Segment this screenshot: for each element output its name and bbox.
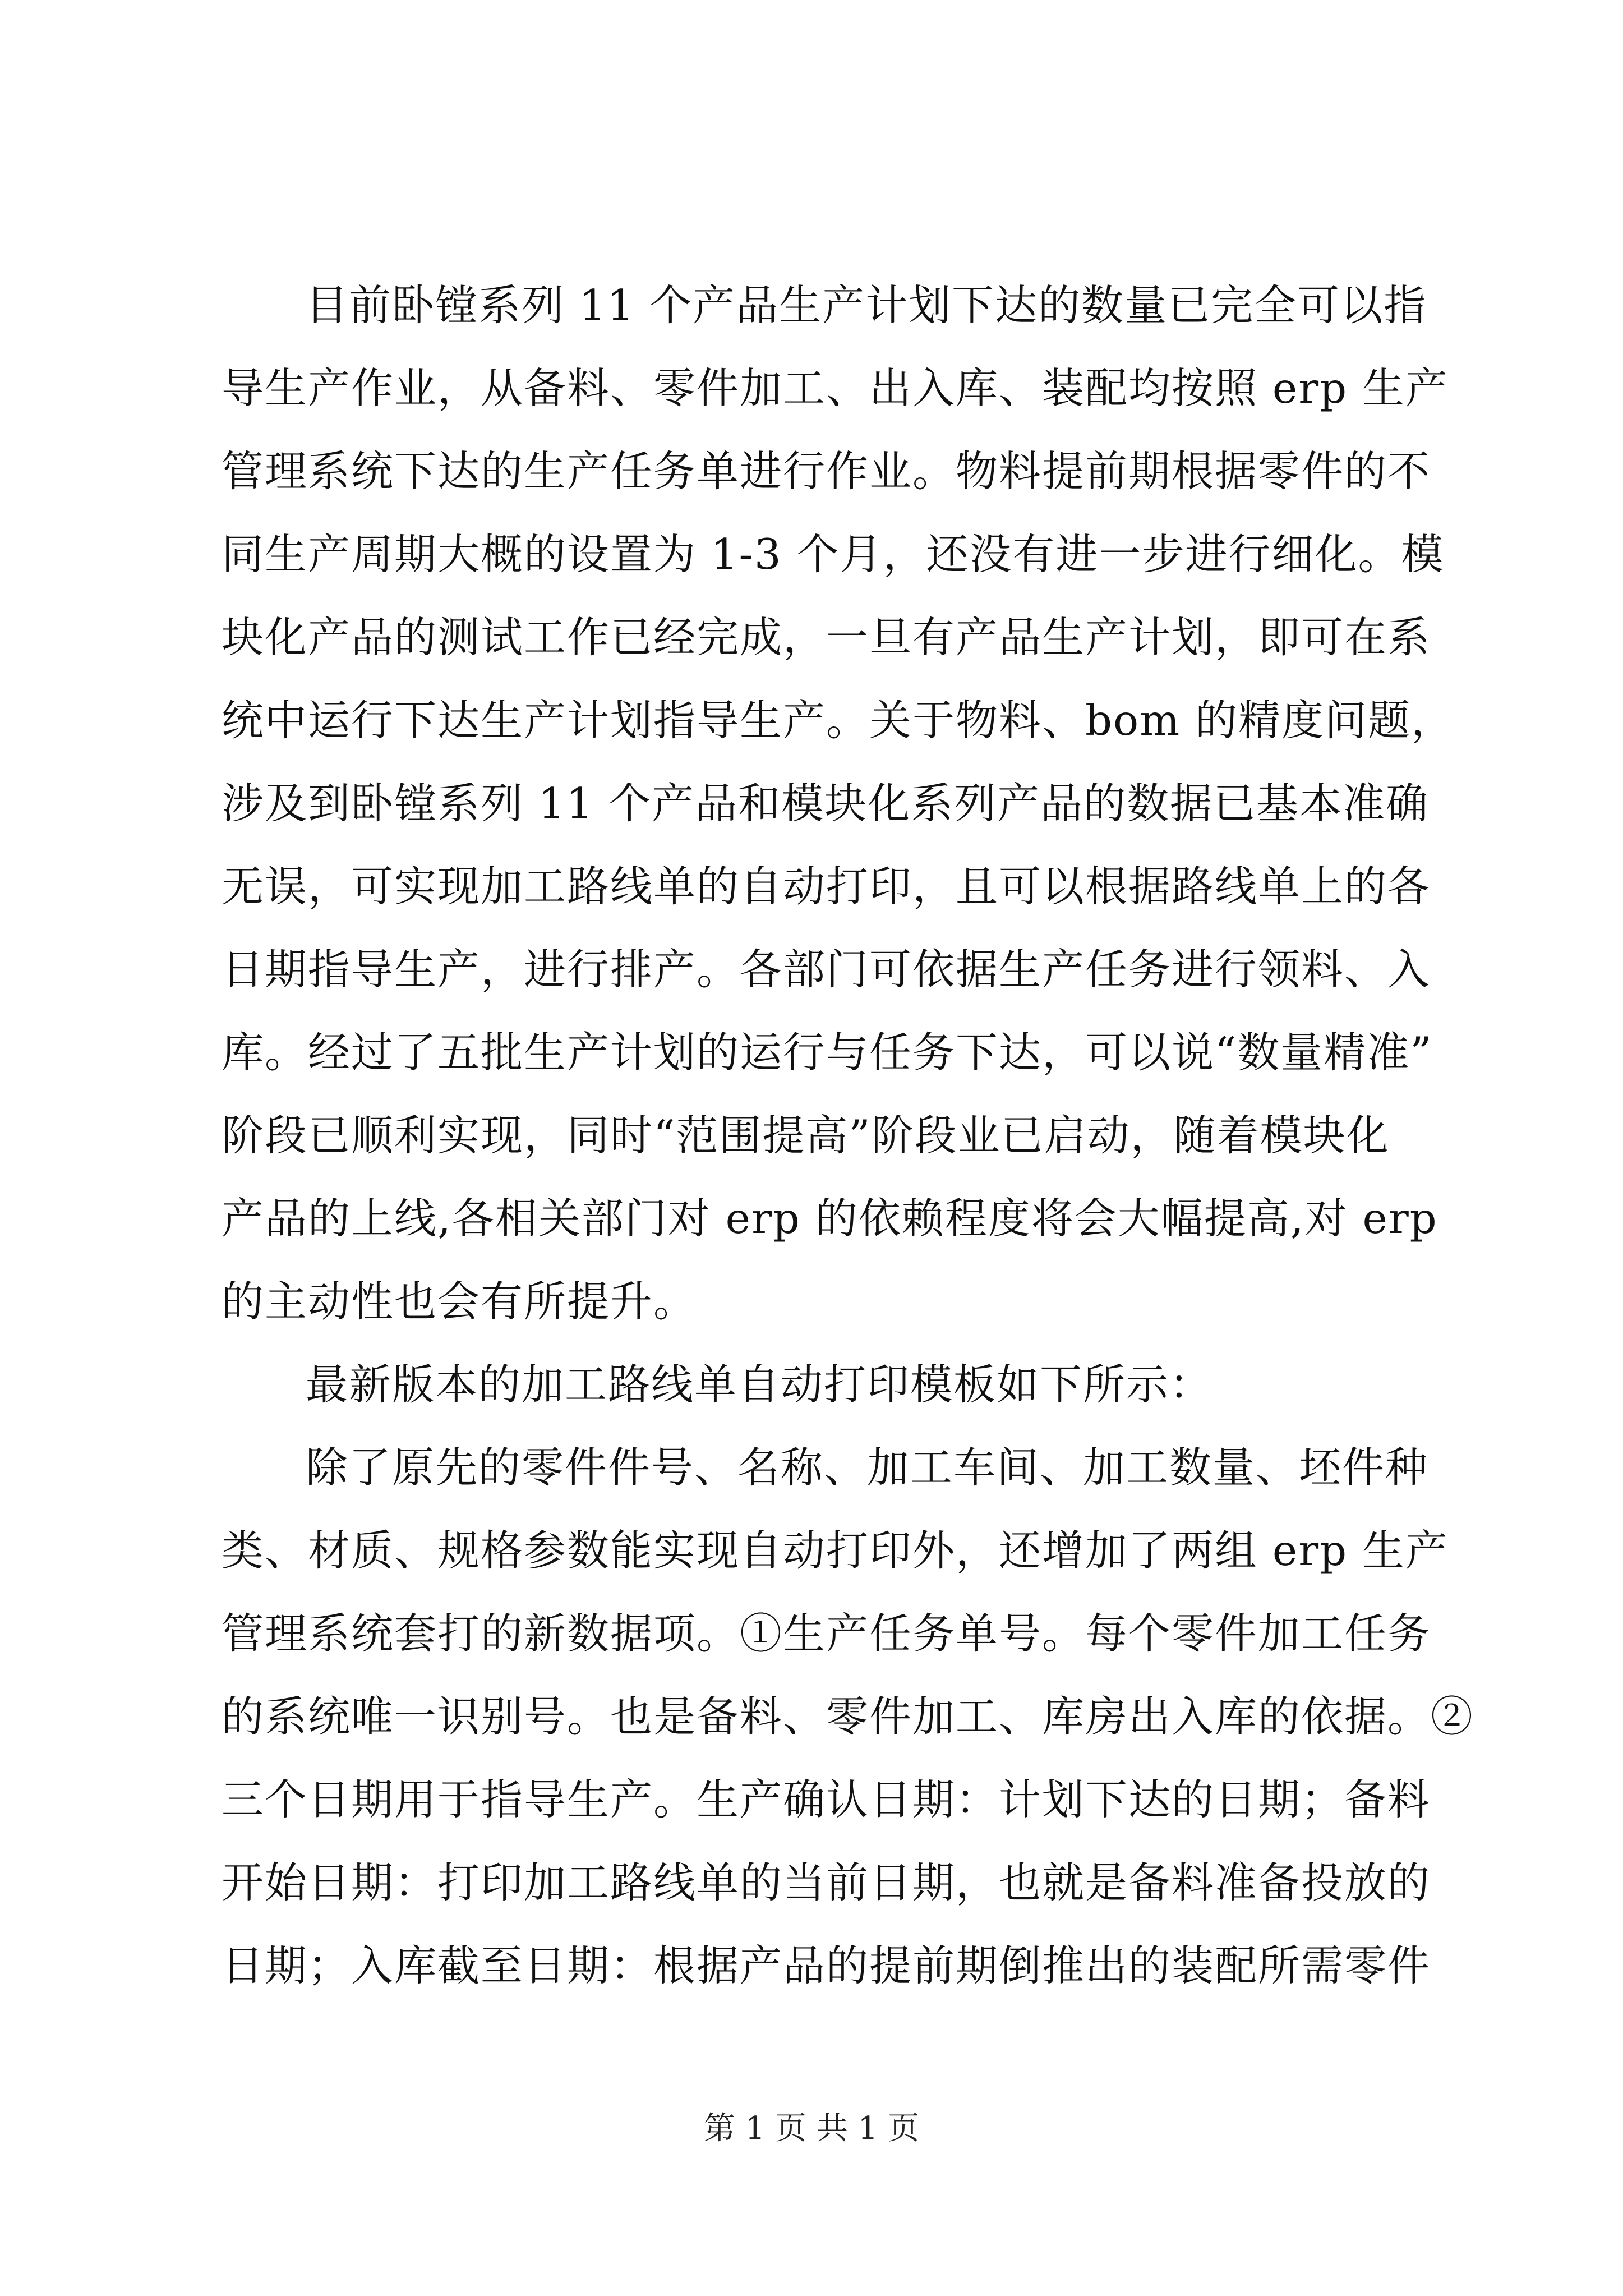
- paragraph-3: [222, 1426, 1474, 2007]
- text-line: 三个日期用于指导生产。生产确认日期：计划下达的日期；备料: [222, 1775, 1431, 1824]
- text-line: 的主动性也会有所提升。: [222, 1277, 697, 1326]
- text-line: 开始日期：打印加工路线单的当前日期，也就是备料准备投放的: [222, 1858, 1431, 1907]
- text-line: 导生产作业，从备料、零件加工、出入库、装配均按照 erp 生产: [222, 364, 1449, 413]
- text-line: 类、材质、规格参数能实现自动打印外，还增加了两组 erp 生产: [222, 1526, 1449, 1575]
- document-body: [222, 264, 1474, 2007]
- text-line: 统中运行下达生产计划指导生产。关于物料、bom 的精度问题，: [222, 696, 1455, 745]
- text-line: 除了原先的零件件号、名称、加工车间、加工数量、坯件种: [306, 1443, 1429, 1492]
- text-line: 阶段已顺利实现，同时“范围提高”阶段业已启动，随着模块化: [222, 1111, 1390, 1160]
- text-line: 管理系统套打的新数据项。①生产任务单号。每个零件加工任务: [222, 1609, 1431, 1658]
- text-line: 目前卧镗系列 11 个产品生产计划下达的数量已完全可以指: [306, 280, 1427, 330]
- text-line: 日期；入库截至日期：根据产品的提前期倒推出的装配所需零件: [222, 1941, 1431, 1990]
- text-line: 产品的上线,各相关部门对 erp 的依赖程度将会大幅提高,对 erp: [222, 1194, 1438, 1243]
- text-line: 同生产周期大概的设置为 1-3 个月，还没有进一步进行细化。模: [222, 530, 1445, 579]
- text-line: 无误，可实现加工路线单的自动打印，且可以根据路线单上的各: [222, 862, 1431, 911]
- page-footer: 第 1 页 共 1 页: [703, 2110, 920, 2147]
- text-line: 日期指导生产，进行排产。各部门可依据生产任务进行领料、入: [222, 945, 1431, 994]
- text-line: 块化产品的测试工作已经完成，一旦有产品生产计划，即可在系: [222, 613, 1431, 662]
- paragraph-2: [222, 1343, 1433, 1426]
- text-line: 最新版本的加工路线单自动打印模板如下所示：: [306, 1360, 1213, 1409]
- text-line: 涉及到卧镗系列 11 个产品和模块化系列产品的数据已基本准确: [222, 779, 1430, 828]
- text-line: 库。经过了五批生产计划的运行与任务下达，可以说“数量精准”: [222, 1028, 1433, 1077]
- text-line: 管理系统下达的生产任务单进行作业。物料提前期根据零件的不: [222, 447, 1431, 496]
- text-line: 的系统唯一识别号。也是备料、零件加工、库房出入库的依据。②: [222, 1692, 1474, 1741]
- paragraph-1: [222, 264, 1455, 1343]
